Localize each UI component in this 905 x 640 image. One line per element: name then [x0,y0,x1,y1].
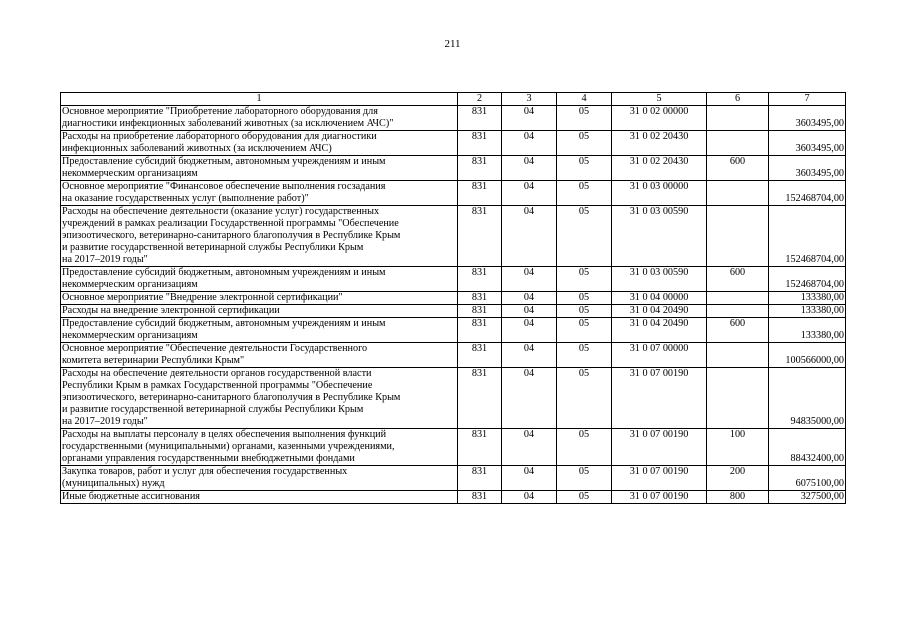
row-sum: 327500,00 [769,491,846,504]
row-col-3: 04 [502,206,557,267]
row-name-text: Предоставление субсидий бюджетным, автономным учреждениям и иным некоммерческим организациям [62,156,386,179]
header-col-2: 2 [458,93,502,106]
row-col-6: 100 [707,429,769,466]
row-sum: 88432400,00 [769,429,846,466]
row-col-2: 831 [458,343,502,368]
row-col-3: 04 [502,181,557,206]
row-col-3: 04 [502,156,557,181]
header-col-7: 7 [769,93,846,106]
table-row [61,466,846,491]
row-col-4: 05 [557,318,612,343]
row-col-4: 05 [557,305,612,318]
row-col-5: 31 0 03 00590 [612,267,707,292]
row-col-4: 05 [557,368,612,429]
row-name-text: Основное мероприятие "Приобретение лабораторного оборудования для диагностики инфекционных заболеваний животных (за исключением АЧС)" [62,106,394,129]
row-col-6: 600 [707,267,769,292]
row-name-text: Расходы на приобретение лабораторного оборудования для диагностики инфекционных заболеваний животных (за исключением АЧС) [62,131,377,154]
row-col-6: 800 [707,491,769,504]
row-col-2: 831 [458,131,502,156]
row-name-text: Расходы на обеспечение деятельности органов государственной власти Республики Крым в рамках Государственной программы "Обеспечение эпизоотического, ветеринарно-санитарного благополучия в Республике Крым и развитие государственной ветеринарной службы Республики Крым на 2017–2019 годы" [62,368,401,427]
row-col-2: 831 [458,292,502,305]
row-col-5: 31 0 04 20490 [612,305,707,318]
row-col-3: 04 [502,106,557,131]
row-name [61,267,458,292]
row-name-text: Основное мероприятие "Внедрение электронной сертификации" [62,292,343,303]
row-sum: 133380,00 [769,305,846,318]
row-col-6 [707,206,769,267]
row-col-2: 831 [458,429,502,466]
header-col-1: 1 [61,93,458,106]
row-name [61,343,458,368]
header-col-5: 5 [612,93,707,106]
row-sum: 133380,00 [769,318,846,343]
row-col-3: 04 [502,267,557,292]
row-col-2: 831 [458,181,502,206]
row-col-3: 04 [502,131,557,156]
row-col-2: 831 [458,206,502,267]
row-name [61,181,458,206]
row-col-4: 05 [557,466,612,491]
row-col-3: 04 [502,466,557,491]
row-name [61,292,458,305]
row-col-4: 05 [557,429,612,466]
row-col-2: 831 [458,318,502,343]
table-row [61,131,846,156]
row-col-6: 600 [707,318,769,343]
row-col-5: 31 0 07 00190 [612,466,707,491]
row-name [61,491,458,504]
row-col-3: 04 [502,318,557,343]
row-col-5: 31 0 04 20490 [612,318,707,343]
row-name-text: Основное мероприятие "Обеспечение деятельности Государственного комитета ветеринарии Республики Крым" [62,343,368,366]
header-col-4: 4 [557,93,612,106]
row-col-6 [707,292,769,305]
header-col-6: 6 [707,93,769,106]
row-col-2: 831 [458,267,502,292]
row-name-text: Расходы на внедрение электронной сертификации [62,305,280,316]
row-name-text: Предоставление субсидий бюджетным, автономным учреждениям и иным некоммерческим организациям [62,318,386,341]
table-row [61,318,846,343]
row-col-5: 31 0 03 00590 [612,206,707,267]
row-sum: 3603495,00 [769,156,846,181]
row-name-text: Закупка товаров, работ и услуг для обеспечения государственных (муниципальных) нужд [62,466,348,489]
row-sum: 152468704,00 [769,181,846,206]
row-col-5: 31 0 02 00000 [612,106,707,131]
table-row [61,156,846,181]
row-col-6 [707,368,769,429]
row-name-text: Предоставление субсидий бюджетным, автономным учреждениям и иным некоммерческим организациям [62,267,386,290]
row-col-5: 31 0 04 00000 [612,292,707,305]
row-col-4: 05 [557,206,612,267]
row-col-2: 831 [458,106,502,131]
row-col-4: 05 [557,267,612,292]
row-name [61,305,458,318]
row-col-6 [707,343,769,368]
row-col-4: 05 [557,292,612,305]
table-row [61,181,846,206]
row-col-3: 04 [502,429,557,466]
row-col-6: 600 [707,156,769,181]
row-name [61,318,458,343]
row-col-5: 31 0 03 00000 [612,181,707,206]
row-col-3: 04 [502,491,557,504]
row-col-3: 04 [502,292,557,305]
row-col-2: 831 [458,466,502,491]
budget-table [60,92,846,504]
row-name [61,131,458,156]
row-name [61,106,458,131]
row-sum: 133380,00 [769,292,846,305]
row-col-4: 05 [557,106,612,131]
row-col-2: 831 [458,368,502,429]
row-sum: 94835000,00 [769,368,846,429]
row-col-6 [707,131,769,156]
row-col-5: 31 0 02 20430 [612,156,707,181]
row-col-5: 31 0 07 00190 [612,429,707,466]
row-col-6 [707,305,769,318]
row-col-2: 831 [458,491,502,504]
row-col-5: 31 0 07 00000 [612,343,707,368]
row-name [61,368,458,429]
row-col-3: 04 [502,343,557,368]
table-row [61,267,846,292]
row-sum: 100566000,00 [769,343,846,368]
row-name-text: Основное мероприятие "Финансовое обеспечение выполнения госзадания на оказание государственных услуг (выполнение работ)" [62,181,386,204]
row-sum: 3603495,00 [769,131,846,156]
header-row [61,93,846,106]
row-name-text: Иные бюджетные ассигнования [62,491,200,502]
row-col-2: 831 [458,156,502,181]
header-col-3: 3 [502,93,557,106]
row-col-6 [707,106,769,131]
table-row [61,305,846,318]
table-row [61,292,846,305]
row-name-text: Расходы на обеспечение деятельности (оказание услуг) государственных учреждений в рамках реализации Государственной программы "Обеспечение эпизоотического, ветеринарно-санитарного благополучия в Республике Крым и развитие государственной ветеринарной службы Республики Крым на 2017–2019 годы" [62,206,401,265]
row-name [61,429,458,466]
row-col-4: 05 [557,181,612,206]
table-row [61,491,846,504]
row-col-5: 31 0 07 00190 [612,491,707,504]
row-name-text: Расходы на выплаты персоналу в целях обеспечения выполнения функций государственными (муниципальными) органами, казенными учреждениями, органами управления государственными внебюджетными фондами [62,429,395,464]
row-sum: 152468704,00 [769,206,846,267]
row-name [61,156,458,181]
row-sum: 6075100,00 [769,466,846,491]
page-number: 211 [444,38,461,50]
row-col-2: 831 [458,305,502,318]
row-sum: 152468704,00 [769,267,846,292]
row-col-4: 05 [557,491,612,504]
table-row [61,368,846,429]
row-sum: 3603495,00 [769,106,846,131]
table-row [61,343,846,368]
row-col-3: 04 [502,305,557,318]
table-row [61,206,846,267]
row-col-4: 05 [557,343,612,368]
row-col-4: 05 [557,131,612,156]
table-row [61,106,846,131]
row-col-3: 04 [502,368,557,429]
row-name [61,466,458,491]
row-col-6: 200 [707,466,769,491]
row-col-6 [707,181,769,206]
table-row [61,429,846,466]
row-col-5: 31 0 02 20430 [612,131,707,156]
row-col-5: 31 0 07 00190 [612,368,707,429]
row-col-4: 05 [557,156,612,181]
row-name [61,206,458,267]
